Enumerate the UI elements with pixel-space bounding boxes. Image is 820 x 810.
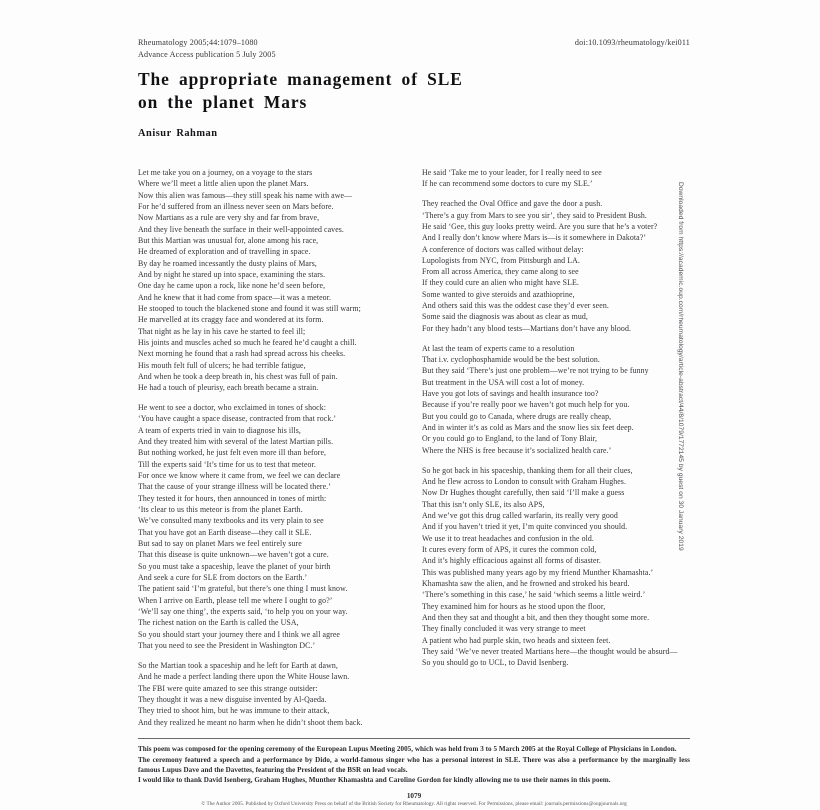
poem-line: But you could go to Canada, where drugs are really cheap, xyxy=(422,411,612,421)
footnote-block xyxy=(138,744,690,785)
poem-line: His mouth felt full of ulcers; he had terrible fatigue, xyxy=(138,360,306,370)
poem-line: Let me take you on a journey, on a voyage to the stars xyxy=(138,167,313,177)
poem-line: A conference of doctors was called without delay: xyxy=(422,244,584,254)
poem-line: We’ve consulted many textbooks and its very plain to see xyxy=(138,516,324,526)
poem-line: That you need to see the President in Washington DC.’ xyxy=(138,640,316,650)
poem-line: They thought it was a new disguise invented by Al-Qaeda. xyxy=(138,694,327,704)
poem-line: Now this alien was famous—they still speak his name with awe— xyxy=(138,190,353,200)
poem-line: He had a touch of pleurisy, each breath became a strain. xyxy=(138,383,319,393)
footnote-rule xyxy=(138,738,690,739)
poem-line: Lupologists from NYC, from Pittsburgh and LA. xyxy=(422,255,580,265)
poem-line: The FBI were quite amazed to see this strange outsider: xyxy=(138,683,318,693)
article-sheet xyxy=(138,38,690,807)
poem-line: He marvelled at its craggy face and wondered at its form. xyxy=(138,315,324,325)
poem-line: His joints and muscles ached so much he feared he’d caught a chill. xyxy=(138,337,357,347)
poem-line: That this disease is quite unknown—we haven’t got a cure. xyxy=(138,550,329,560)
poem-line: And if you haven’t tried it yet, I’m quite convinced you should. xyxy=(422,522,628,532)
poem-line: That the cause of your strange illness will be located there.’ xyxy=(138,482,331,492)
poem-line: That this isn’t only SLE, its also APS, xyxy=(422,499,545,509)
poem-line: The patient said ‘I’m grateful, but there’s one thing I must know. xyxy=(138,584,348,594)
poem-line: By day he roamed incessantly the dusty plains of Mars, xyxy=(138,258,317,268)
poem-line: ‘There’s a guy from Mars to see you sir’, they said to President Bush. xyxy=(422,210,647,220)
poem-line: And seek a cure for SLE from doctors on the Earth.’ xyxy=(138,573,308,583)
page-number: 1079 xyxy=(406,792,422,801)
poem-line: The richest nation on the Earth is called the USA, xyxy=(138,618,299,628)
poem-line: And by night he stared up into space, examining the stars. xyxy=(138,269,326,279)
copyright-line: © The Author 2005. Published by Oxford University Press on behalf of the British Society for Rheumatology. All rights reserved. For Permissions, please email: journals.permissions@oupjournals.org xyxy=(201,801,627,808)
poem-line: But nothing worked, he just felt even more ill than before, xyxy=(138,448,327,458)
poem-line: They tried to shoot him, but he was immune to their attack, xyxy=(138,706,330,716)
poem-line: A team of experts tried in vain to diagnose his ills, xyxy=(138,425,301,435)
poem-line: And others said this was the oddest case they’d ever seen. xyxy=(422,301,609,311)
poem-line: But they said ‘There’s just one problem—we’re not trying to be funny xyxy=(422,366,649,376)
poem-line: Khamashta saw the alien, and he frowned and stroked his beard. xyxy=(422,578,630,588)
poem-line: He said ‘Take me to your leader, for I really need to see xyxy=(422,167,602,177)
poem-line: And then they sat and thought a bit, and then they thought some more. xyxy=(422,612,650,622)
poem-line: This was published many years ago by my friend Munther Khamashta.’ xyxy=(422,567,654,577)
poem-line: So you must take a spaceship, leave the planet of your birth xyxy=(138,561,331,571)
poem-line: And it’s highly efficacious against all forms of disaster. xyxy=(422,556,601,566)
poem-line: We use it to treat headaches and confusion in the old. xyxy=(422,533,594,543)
poem-line: Till the experts said ‘It’s time for us to test that meteor. xyxy=(138,459,316,469)
poem-line: And we’ve got this drug called warfarin, its really very good xyxy=(422,510,618,520)
poem-line: And he made a perfect landing there upon the White House lawn. xyxy=(138,672,350,682)
poem-line: At last the team of experts came to a resolution xyxy=(422,343,575,353)
poem-line: And I really don’t know where Mars is—is it somewhere in Dakota?’ xyxy=(422,233,647,243)
poem-line: So he got back in his spaceship, thanking them for all their clues, xyxy=(422,465,633,475)
poem-body xyxy=(138,167,690,728)
advance-access-line: Advance Access publication 5 July 2005 xyxy=(138,50,276,59)
poem-line: For he’d suffered from an illness never seen on Mars before. xyxy=(138,201,334,211)
footnote-paragraph: The ceremony featured a speech and a performance by Dido, a world-famous singer who has a personal interest in SLE. There was also a performance by the marginally less famous Lupus Dave and the Davettes, featuring the President of the BSR on lead vocals. xyxy=(138,755,690,774)
doi-text: doi:10.1093/rheumatology/kei011 xyxy=(574,38,690,47)
poem-line: He dreamed of exploration and of travelling in space. xyxy=(138,247,311,257)
poem-line: For once we know where it came from, we feel we can declare xyxy=(138,471,341,481)
poem-line: He said ‘Gee, this guy looks pretty weird. Are you sure that he’s a voter? xyxy=(422,221,658,231)
poem-line: They reached the Oval Office and gave the door a push. xyxy=(422,199,603,209)
poem-line: But treatment in the USA will cost a lot of money. xyxy=(422,377,585,387)
poem-line: Because if you’re really poor we haven’t got much help for you. xyxy=(422,400,630,410)
poem-line: They said ‘We’ve never treated Martians here—the thought would be absurd— xyxy=(422,646,678,656)
poem-line: That i.v. cyclophosphamide would be the best solution. xyxy=(422,355,600,365)
poem-stanza xyxy=(422,465,689,669)
poem-line: Next morning he found that a rash had spread across his cheeks. xyxy=(138,349,346,359)
poem-line: For they hadn’t any blood tests—Martians don’t have any blood. xyxy=(422,323,632,333)
poem-column-right xyxy=(422,167,689,728)
poem-line: That you have got an Earth disease—they call it SLE. xyxy=(138,527,312,537)
poem-line: When I arrive on Earth, please tell me where I ought to go?’ xyxy=(138,595,333,605)
download-stamp-text: Downloaded from https://academic.oup.com/rheumatology/article-abstract/44/8/1079/1772145 by guest on 30 January 2019 xyxy=(677,182,684,551)
poem-line: They finally concluded it was very strange to meet xyxy=(422,624,586,634)
poem-line: And when he took a deep breath in, his chest was full of pain. xyxy=(138,371,338,381)
poem-stanza xyxy=(422,343,689,456)
poem-line: So you should start your journey there and I think we all agree xyxy=(138,629,340,639)
poem-line: So you should go to UCL, to David Isenberg. xyxy=(422,658,569,668)
poem-line: From all across America, they came along to see xyxy=(422,267,579,277)
poem-line: It cures every form of APS, it cures the common cold, xyxy=(422,544,597,554)
poem-line: And in winter it’s as cold as Mars and the snow lies six feet deep. xyxy=(422,423,634,433)
poem-line: A patient who had purple skin, two heads and sixteen feet. xyxy=(422,635,611,645)
poem-line: And they realized he meant no harm when he didn’t shoot them back. xyxy=(138,717,363,727)
poem-line: So the Martian took a spaceship and he left for Earth at dawn, xyxy=(138,660,338,670)
poem-line: They examined him for hours as he stood upon the floor, xyxy=(422,601,606,611)
poem-stanza xyxy=(138,660,405,728)
poem-line: But sad to say on planet Mars we feel entirely sure xyxy=(138,539,302,549)
poem-stanza xyxy=(138,167,405,394)
poem-line: If he can recommend some doctors to cure my SLE.’ xyxy=(422,179,593,189)
author-byline: Anisur Rahman xyxy=(138,127,218,139)
poem-line: One day he came upon a rock, like none he’d seen before, xyxy=(138,281,326,291)
poem-line: Where the NHS is free because it’s socialized health care.’ xyxy=(422,445,612,455)
poem-line: And he knew that it had come from space—it was a meteor. xyxy=(138,292,332,302)
masthead xyxy=(138,38,690,47)
journal-citation: Rheumatology 2005;44:1079–1080 xyxy=(138,38,258,47)
poem-line: If they could cure an alien who might have SLE. xyxy=(422,278,579,288)
poem-line: Where we’ll meet a little alien upon the planet Mars. xyxy=(138,179,309,189)
poem-stanza xyxy=(422,167,689,190)
poem-line: He stooped to touch the blackened stone and found it was still warm; xyxy=(138,303,361,313)
poem-line: And he flew across to London to consult with Graham Hughes. xyxy=(422,476,627,486)
poem-stanza xyxy=(138,402,405,651)
poem-line: Now Dr Hughes thought carefully, then said ‘I’ll make a guess xyxy=(422,488,625,498)
poem-line: ‘We’ll say one thing’, the experts said, ‘to help you on your way. xyxy=(138,607,348,616)
poem-line: ‘Its clear to us this meteor is from the planet Earth. xyxy=(138,505,303,515)
poem-line: Some wanted to give steroids and azathioprine, xyxy=(422,289,575,299)
footnote-paragraph: This poem was composed for the opening ceremony of the European Lupus Meeting 2005, which was held from 3 to 5 March 2005 at the Royal College of Physicians in London. xyxy=(138,744,677,753)
poem-line: Or you could go to England, to the land of Tony Blair, xyxy=(422,434,598,444)
poem-line: ‘You have caught a space disease, contracted from that rock.’ xyxy=(138,414,337,424)
poem-line: But this Martian was unusual for, alone among his race, xyxy=(138,235,319,245)
poem-line: Have you got lots of savings and health insurance too? xyxy=(422,389,599,399)
poem-line: That night as he lay in his cave he started to feel ill; xyxy=(138,326,306,336)
poem-line: They tested it for hours, then announced in tones of mirth: xyxy=(138,493,327,503)
poem-stanza xyxy=(422,198,689,334)
poem-line: And they live beneath the surface in their well-appointed caves. xyxy=(138,224,344,234)
poem-line: Now Martians as a rule are very shy and far from brave, xyxy=(138,213,320,223)
page-title: The appropriate management of SLE on the planet Mars xyxy=(138,69,463,112)
poem-line: Some said the diagnosis was about as clear as mud, xyxy=(422,312,588,322)
poem-line: He went to see a doctor, who exclaimed in tones of shock: xyxy=(138,403,327,413)
poem-line: ‘There’s something in this case,’ he said ‘which seems a little weird.’ xyxy=(422,590,646,600)
poem-line: And they treated him with several of the latest Martian pills. xyxy=(138,437,334,447)
footnote-paragraph: I would like to thank David Isenberg, Graham Hughes, Munther Khamashta and Caroline Gordon for kindly allowing me to use their names in this poem. xyxy=(138,776,611,785)
poem-column-left xyxy=(138,167,405,728)
